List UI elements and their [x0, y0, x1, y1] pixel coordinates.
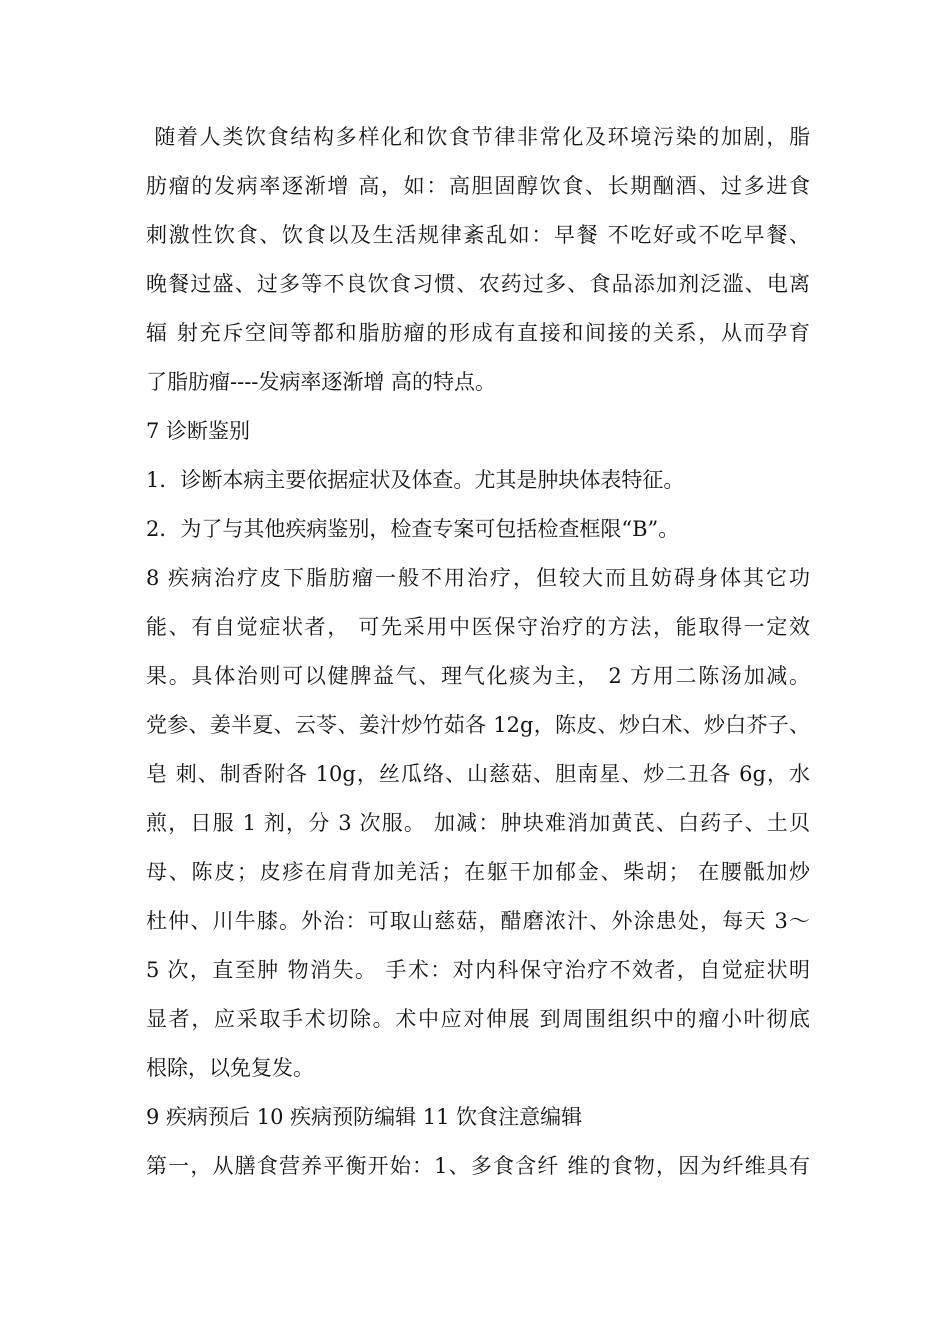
- text-line: 根除，以免复发。: [146, 1056, 314, 1080]
- text-line: 辐 射充斥空间等都和脂肪瘤的形成有直接和间接的关系，从而孕育: [146, 321, 810, 345]
- text-line: 母、陈皮；皮疹在肩背加羌活；在躯干加郁金、柴胡； 在腰骶加炒: [146, 860, 810, 884]
- text-line: 1．诊断本病主要依据症状及体查。尤其是肿块体表特征。: [146, 468, 685, 492]
- text-line: 2．为了与其他疾病鉴别，检查专案可包括检查框限“B”。: [146, 517, 680, 541]
- text-line: 肪瘤的发病率逐渐增 高，如：高胆固醇饮食、长期酗酒、过多进食: [146, 174, 810, 198]
- section-heading: 9 疾病预后 10 疾病预防编辑 11 饮食注意编辑: [146, 1105, 583, 1129]
- section-heading: 7 诊断鉴别: [146, 419, 251, 443]
- text-line: 能、有自觉症状者， 可先采用中医保守治疗的方法，能取得一定效: [146, 615, 810, 639]
- text-line: 5 次，直至肿 物消失。 手术：对内科保守治疗不效者，自觉症状明: [146, 958, 810, 982]
- text-line: 8 疾病治疗皮下脂肪瘤一般不用治疗，但较大而且妨碍身体其它功: [146, 566, 810, 590]
- document-body: [146, 117, 810, 1195]
- text-line: 了脂肪瘤----发病率逐渐增 高的特点。: [146, 370, 497, 394]
- text-line: 随着人类饮食结构多样化和饮食节律非常化及环境污染的加剧，脂: [146, 125, 810, 149]
- text-line: 第一，从膳食营养平衡开始：1、多食含纤 维的食物，因为纤维具有: [146, 1154, 810, 1178]
- text-line: 党参、姜半夏、云苓、姜汁炒竹茹各 12g，陈皮、炒白术、炒白芥子、: [146, 713, 810, 737]
- text-line: 晚餐过盛、过多等不良饮食习惯、农药过多、食品添加剂泛滥、电离: [146, 272, 810, 296]
- text-line: 显者，应采取手术切除。术中应对伸展 到周围组织中的瘤小叶彻底: [146, 1007, 810, 1031]
- text-line: 刺激性饮食、饮食以及生活规律紊乱如：早餐 不吃好或不吃早餐、: [146, 223, 810, 247]
- text-line: 皂 刺、制香附各 10g，丝瓜络、山慈菇、胆南星、炒二丑各 6g，水: [146, 762, 810, 786]
- text-line: 煎，日服 1 剂，分 3 次服。 加减：肿块难消加黄芪、白药子、土贝: [146, 811, 810, 835]
- text-line: 杜仲、川牛膝。外治：可取山慈菇，醋磨浓汁、外涂患处，每天 3～: [146, 909, 810, 933]
- text-line: 果。具体治则可以健脾益气、理气化痰为主， 2 方用二陈汤加减。: [146, 664, 810, 688]
